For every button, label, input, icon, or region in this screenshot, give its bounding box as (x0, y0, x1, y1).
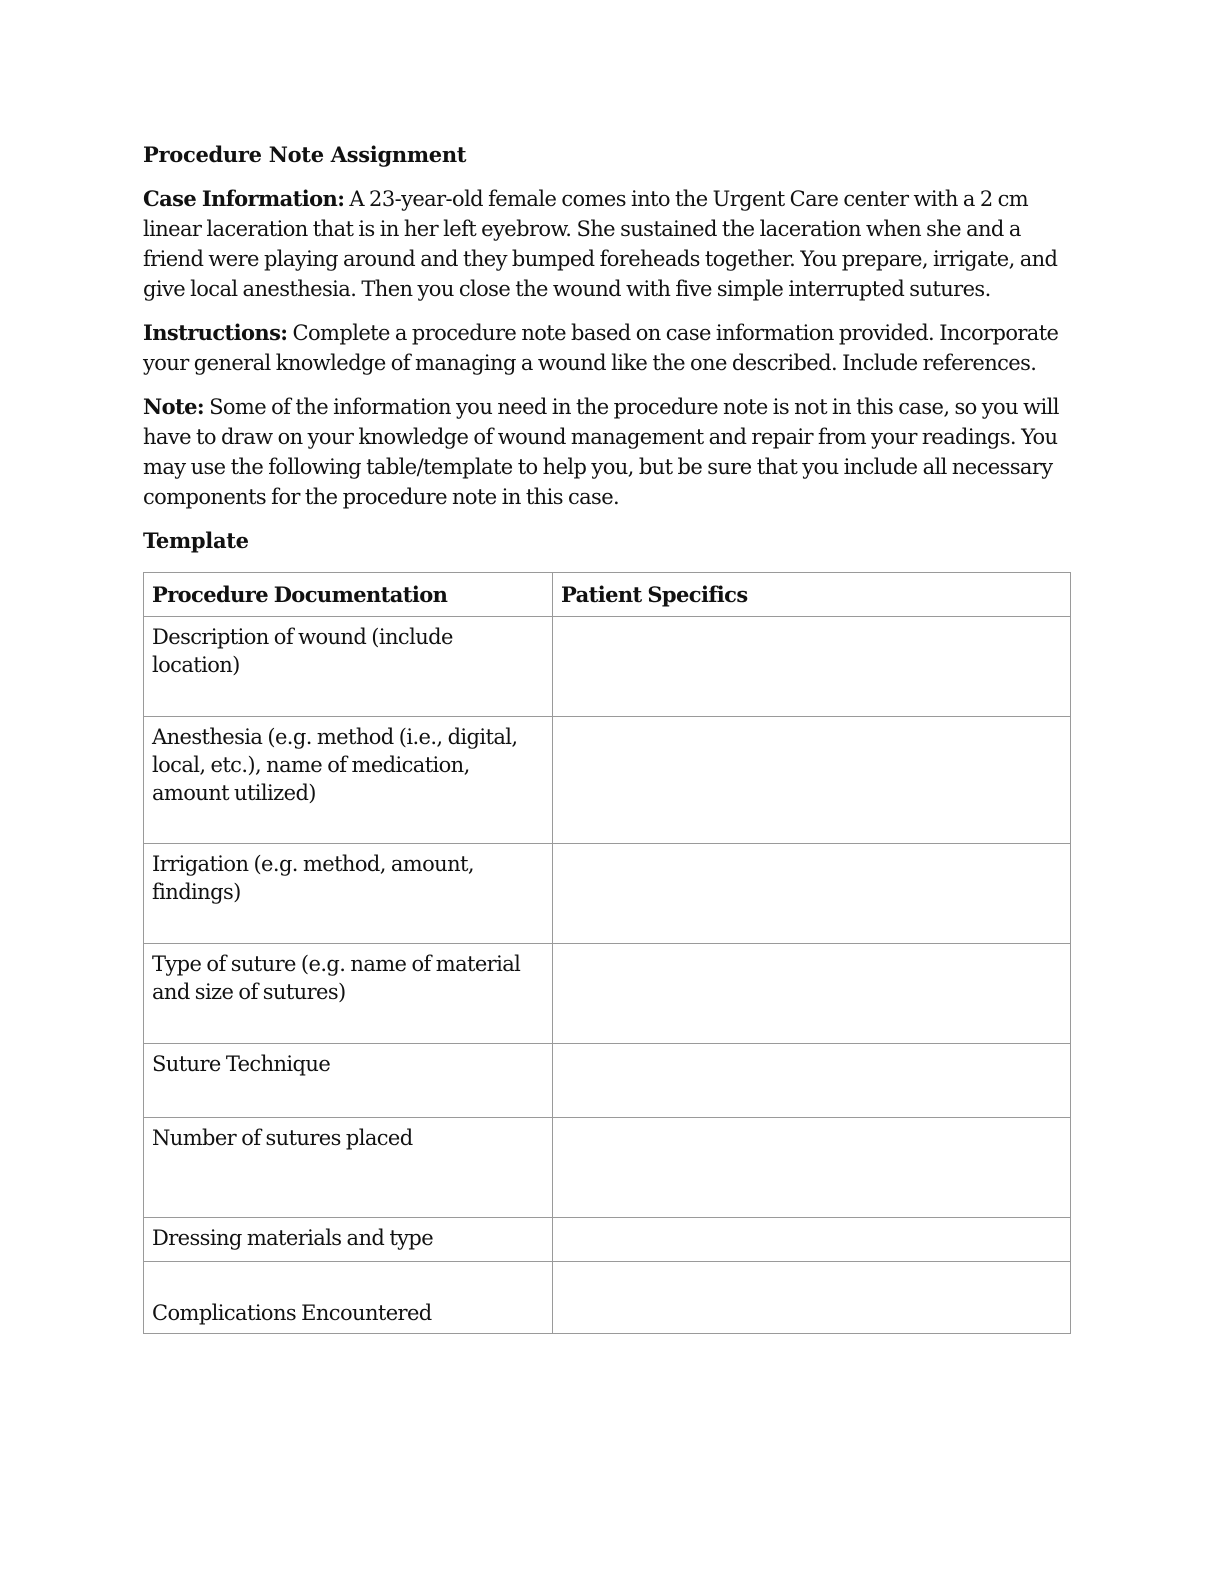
column-header-patient-specifics: Patient Specifics (553, 573, 1071, 617)
instructions-label: Instructions: (143, 320, 288, 345)
table-row (144, 1044, 1071, 1118)
table-row (144, 944, 1071, 1044)
patient-specifics-dressing[interactable] (553, 1218, 1071, 1262)
table-row (144, 844, 1071, 944)
row-label-number-of-sutures: Number of sutures placed (144, 1118, 553, 1218)
table-row (144, 1218, 1071, 1262)
row-label-dressing: Dressing materials and type (144, 1218, 553, 1262)
patient-specifics-suture-technique[interactable] (553, 1044, 1071, 1118)
instructions-paragraph (143, 318, 1073, 378)
patient-specifics-suture-type[interactable] (553, 944, 1071, 1044)
row-label-suture-type: Type of suture (e.g. name of material and size of sutures) (144, 944, 553, 1044)
patient-specifics-number-of-sutures[interactable] (553, 1118, 1071, 1218)
case-information-paragraph (143, 184, 1073, 304)
row-label-complications: Complications Encountered (144, 1262, 553, 1334)
patient-specifics-wound-description[interactable] (553, 617, 1071, 717)
row-label-wound-description: Description of wound (include location) (144, 617, 553, 717)
template-heading: Template (143, 528, 249, 553)
patient-specifics-anesthesia[interactable] (553, 717, 1071, 844)
row-label-irrigation: Irrigation (e.g. method, amount, findings) (144, 844, 553, 944)
procedure-template-table (143, 572, 1071, 1334)
row-label-suture-technique: Suture Technique (144, 1044, 553, 1118)
document-page (143, 140, 1073, 1334)
case-information-label: Case Information: (143, 186, 345, 211)
table-row (144, 1262, 1071, 1334)
table-header-row (144, 573, 1071, 617)
note-paragraph (143, 392, 1073, 512)
row-label-anesthesia: Anesthesia (e.g. method (i.e., digital, local, etc.), name of medication, amount utilized) (144, 717, 553, 844)
note-label: Note: (143, 394, 205, 419)
case-information-text: A 23-year-old female comes into the Urgent Care center with a 2 cm linear laceration that is in her left eyebrow. She sustained the laceration when she and a friend were playing around and they bumped foreheads together. You prepare, irrigate, and give local anesthesia. Then you close the wound with five simple interrupted sutures. (143, 187, 1058, 301)
document-title: Procedure Note Assignment (143, 142, 467, 167)
patient-specifics-complications[interactable] (553, 1262, 1071, 1334)
table-row (144, 1118, 1071, 1218)
table-row (144, 717, 1071, 844)
instructions-text: Complete a procedure note based on case information provided. Incorporate your general knowledge of managing a wound like the one described. Include references. (143, 321, 1059, 375)
patient-specifics-irrigation[interactable] (553, 844, 1071, 944)
column-header-procedure-documentation: Procedure Documentation (144, 573, 553, 617)
table-row (144, 617, 1071, 717)
note-text: Some of the information you need in the procedure note is not in this case, so you will have to draw on your knowledge of wound management and repair from your readings. You may use the following table/template to help you, but be sure that you include all necessary components for the procedure note in this case. (143, 395, 1059, 509)
